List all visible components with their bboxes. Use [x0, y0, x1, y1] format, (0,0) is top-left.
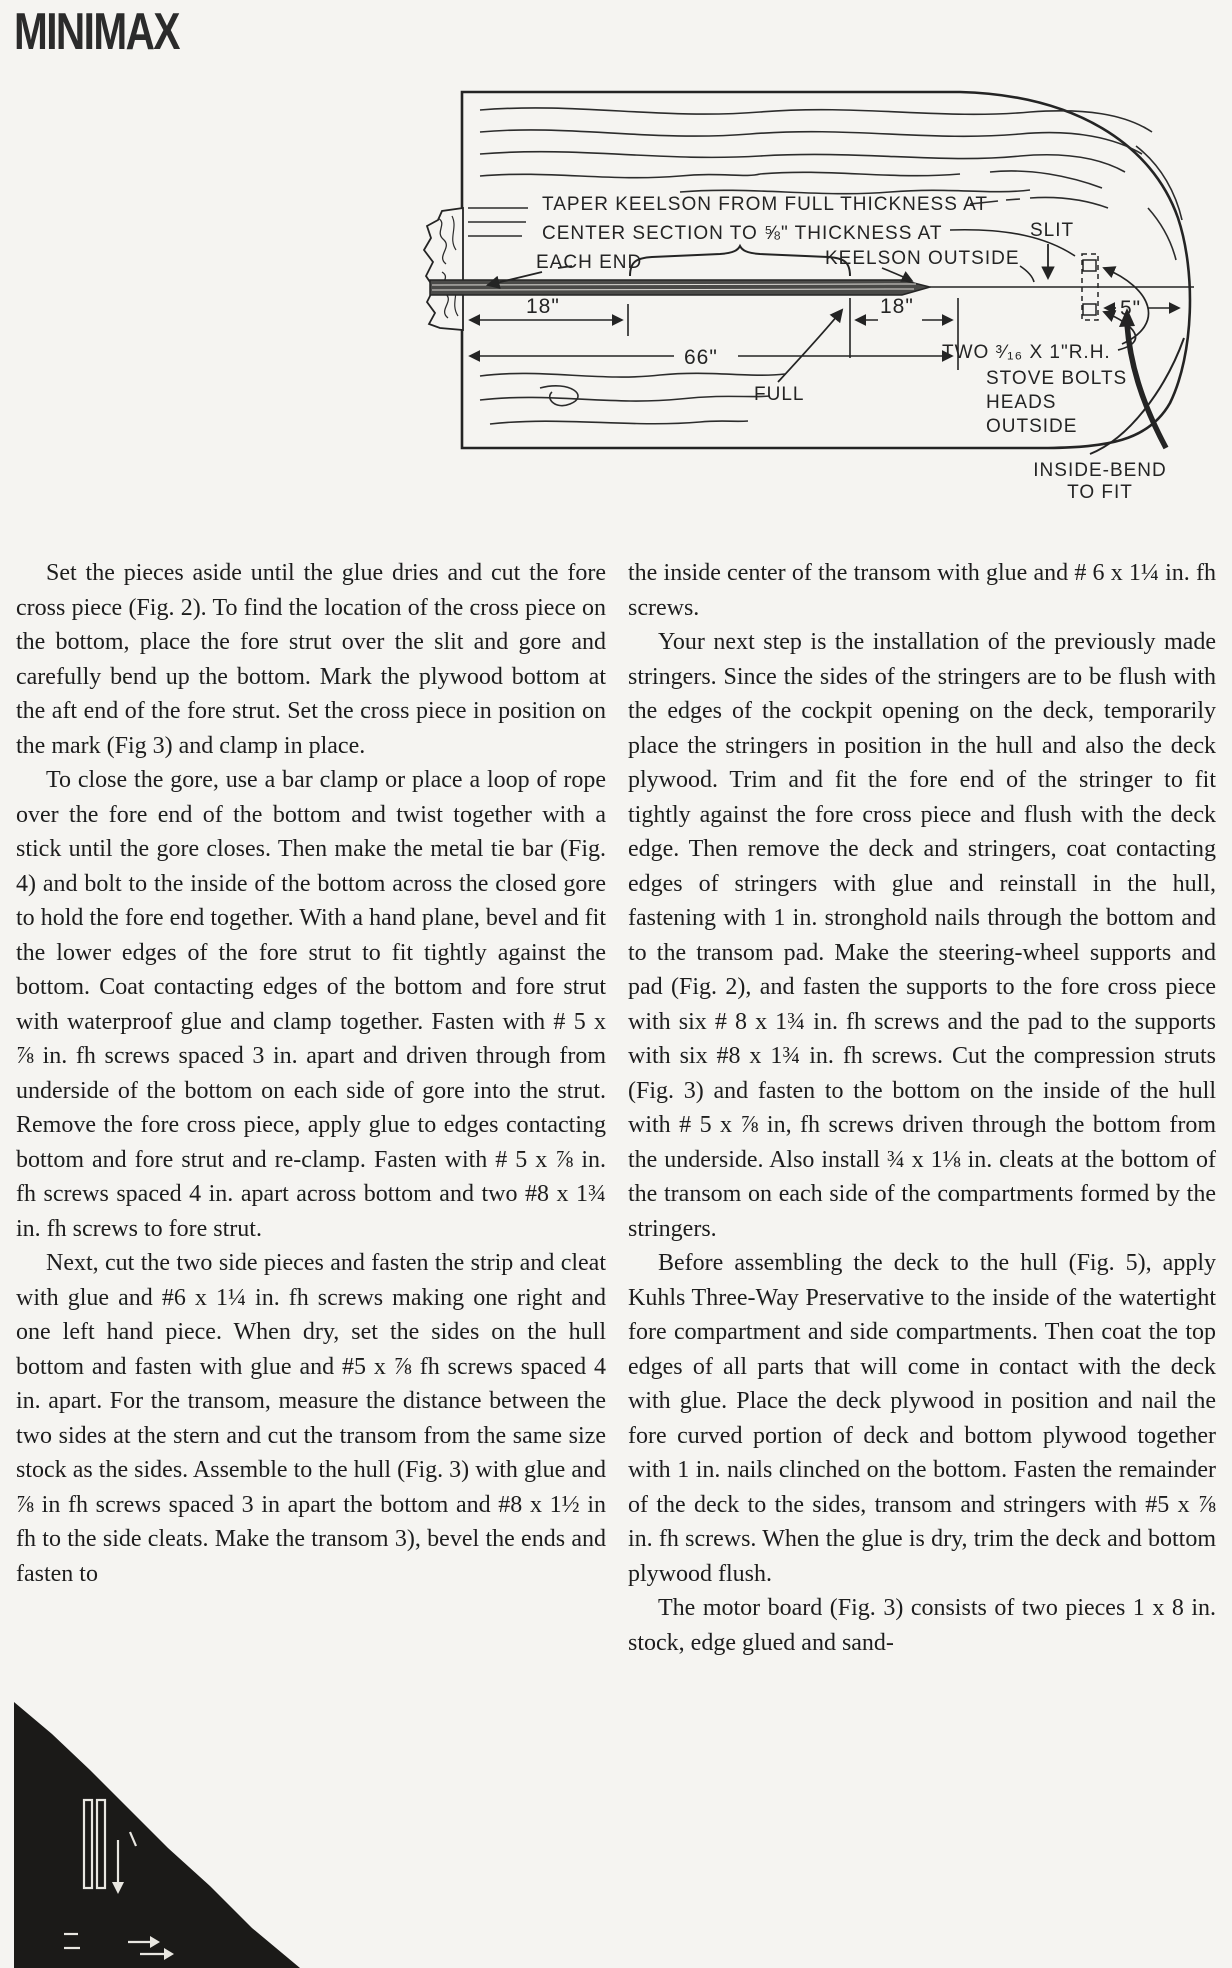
- label-taper-line1: TAPER KEELSON FROM FULL THICKNESS AT: [542, 194, 988, 215]
- end-grain-block: [424, 208, 463, 330]
- label-full: FULL: [754, 384, 805, 405]
- label-dim-66: 66": [684, 346, 718, 369]
- page-title: MINIMAX: [14, 3, 179, 61]
- label-taper-line3: EACH END: [536, 252, 643, 273]
- label-stove-bolts-2: STOVE BOLTS: [986, 368, 1128, 389]
- label-stove-bolts-4: OUTSIDE: [986, 416, 1078, 437]
- paragraph: The motor board (Fig. 3) consists of two pieces 1 x 8 in. stock, edge glued and sand-: [628, 1595, 1216, 1656]
- paragraph: Before assembling the deck to the hull (Fig. 5), apply Kuhls Three-Way Preservative to the inside of the watertight fore compartment and side compartments. Then coat the top edges of all parts that will come in contact with the deck with glue. Place the deck plywood in position and nail the fore curved portion of deck and bottom plywood together with 1 in. nails clinched on the bottom. Fasten the remainder of the deck to the sides, transom and stringers with #5 x ⅞ in. fh screws. When the glue is dry, trim the deck and bottom plywood flush.: [628, 1250, 1216, 1587]
- article-left-column: [16, 556, 606, 1591]
- center-section-brace: [630, 246, 850, 276]
- label-inside-bend-2: TO FIT: [1067, 482, 1133, 503]
- label-dim-18-right: 18": [880, 295, 914, 318]
- label-keelson-outside: KEELSON OUTSIDE: [825, 248, 1020, 269]
- label-stove-bolts-3: HEADS: [986, 392, 1057, 413]
- paragraph: Your next step is the installation of the previously made stringers. Since the sides of the stringers are to be flush with the edges of the cockpit opening on the deck, temporarily place the stringers in position in the hull and also the deck plywood. Trim and fit the fore end of the stringer to fit tightly against the fore cross piece and flush with the deck edge. Then remove the deck and stringers, coat contacting edges of stringers with glue and reinstall in the hull, fastening with 1 in. stronghold nails through the bottom and to the transom pad. Make the steering-wheel supports and pad (Fig. 2), and fasten the supports to the fore cross piece with six # 8 x 1¾ in. fh screws and the pad to the supports with six #8 x 1¾ in. fh screws. Cut the compression struts (Fig. 3) and fasten to the bottom on the inside of the hull with # 5 x ⅞ in, fh screws driven through the bottom from the underside. Also install ¾ x 1⅛ in. cleats at the bottom of the transom on each side of the compartments formed by the stringers.: [628, 629, 1216, 1242]
- scan-artifact-triangle: [0, 1690, 350, 1968]
- label-inside-bend-1: INSIDE-BEND: [1033, 460, 1167, 481]
- article-right-column: [628, 556, 1216, 1660]
- paragraph: the inside center of the transom with glue and # 6 x 1¼ in. fh screws.: [628, 560, 1216, 621]
- keelson-taper-diagram: [330, 58, 1232, 504]
- label-dim-18-left: 18": [526, 295, 560, 318]
- label-taper-line2: CENTER SECTION TO ⅝" THICKNESS AT: [542, 223, 943, 244]
- paragraph: To close the gore, use a bar clamp or place a loop of rope over the fore end of the bottom and twist together with a stick until the gore closes. Then make the metal tie bar (Fig. 4) and bolt to the inside of the bottom across the closed gore to hold the fore end together. With a hand plane, bevel and fit the lower edges of the fore strut to fit tightly against the bottom. Coat contacting edges of the bottom and fore strut with waterproof glue and clamp together. Fasten with # 5 x ⅞ in. fh screws spaced 3 in. apart and driven through from underside of the bottom on each side of gore into the strut. Remove the fore cross piece, apply glue to edges contacting bottom and fore strut and re-clamp. Fasten with # 5 x ⅞ in. fh screws spaced 4 in. apart across bottom and two #8 x 1¾ in. fh screws to fore strut.: [16, 767, 606, 1242]
- label-dim-5: 5": [1120, 297, 1142, 320]
- paragraph: Set the pieces aside until the glue dries and cut the fore cross piece (Fig. 2). To find the location of the cross piece on the bottom, place the fore strut over the slit and gore and carefully bend up the bottom. Mark the plywood bottom at the aft end of the fore strut. Set the cross piece in position on the mark (Fig 3) and clamp in place.: [16, 560, 606, 759]
- keelson-strip: [430, 280, 930, 295]
- label-stove-bolts-1: TWO ³⁄₁₆ X 1"R.H.: [942, 342, 1111, 363]
- paragraph: Next, cut the two side pieces and fasten the strip and cleat with glue and #6 x 1¼ in. fh screws making one right and one left hand piece. When dry, set the sides on the hull bottom and fasten with glue and #5 x ⅞ fh screws spaced 4 in. apart. For the transom, measure the distance between the two sides at the stern and cut the transom from the same size stock as the sides. Assemble to the hull (Fig. 3) with glue and ⅞ in fh screws spaced 3 in apart the bottom and #8 x 1½ in fh to the side cleats. Make the transom 3), bevel the ends and fasten to: [16, 1250, 606, 1587]
- label-slit: SLIT: [1030, 220, 1075, 241]
